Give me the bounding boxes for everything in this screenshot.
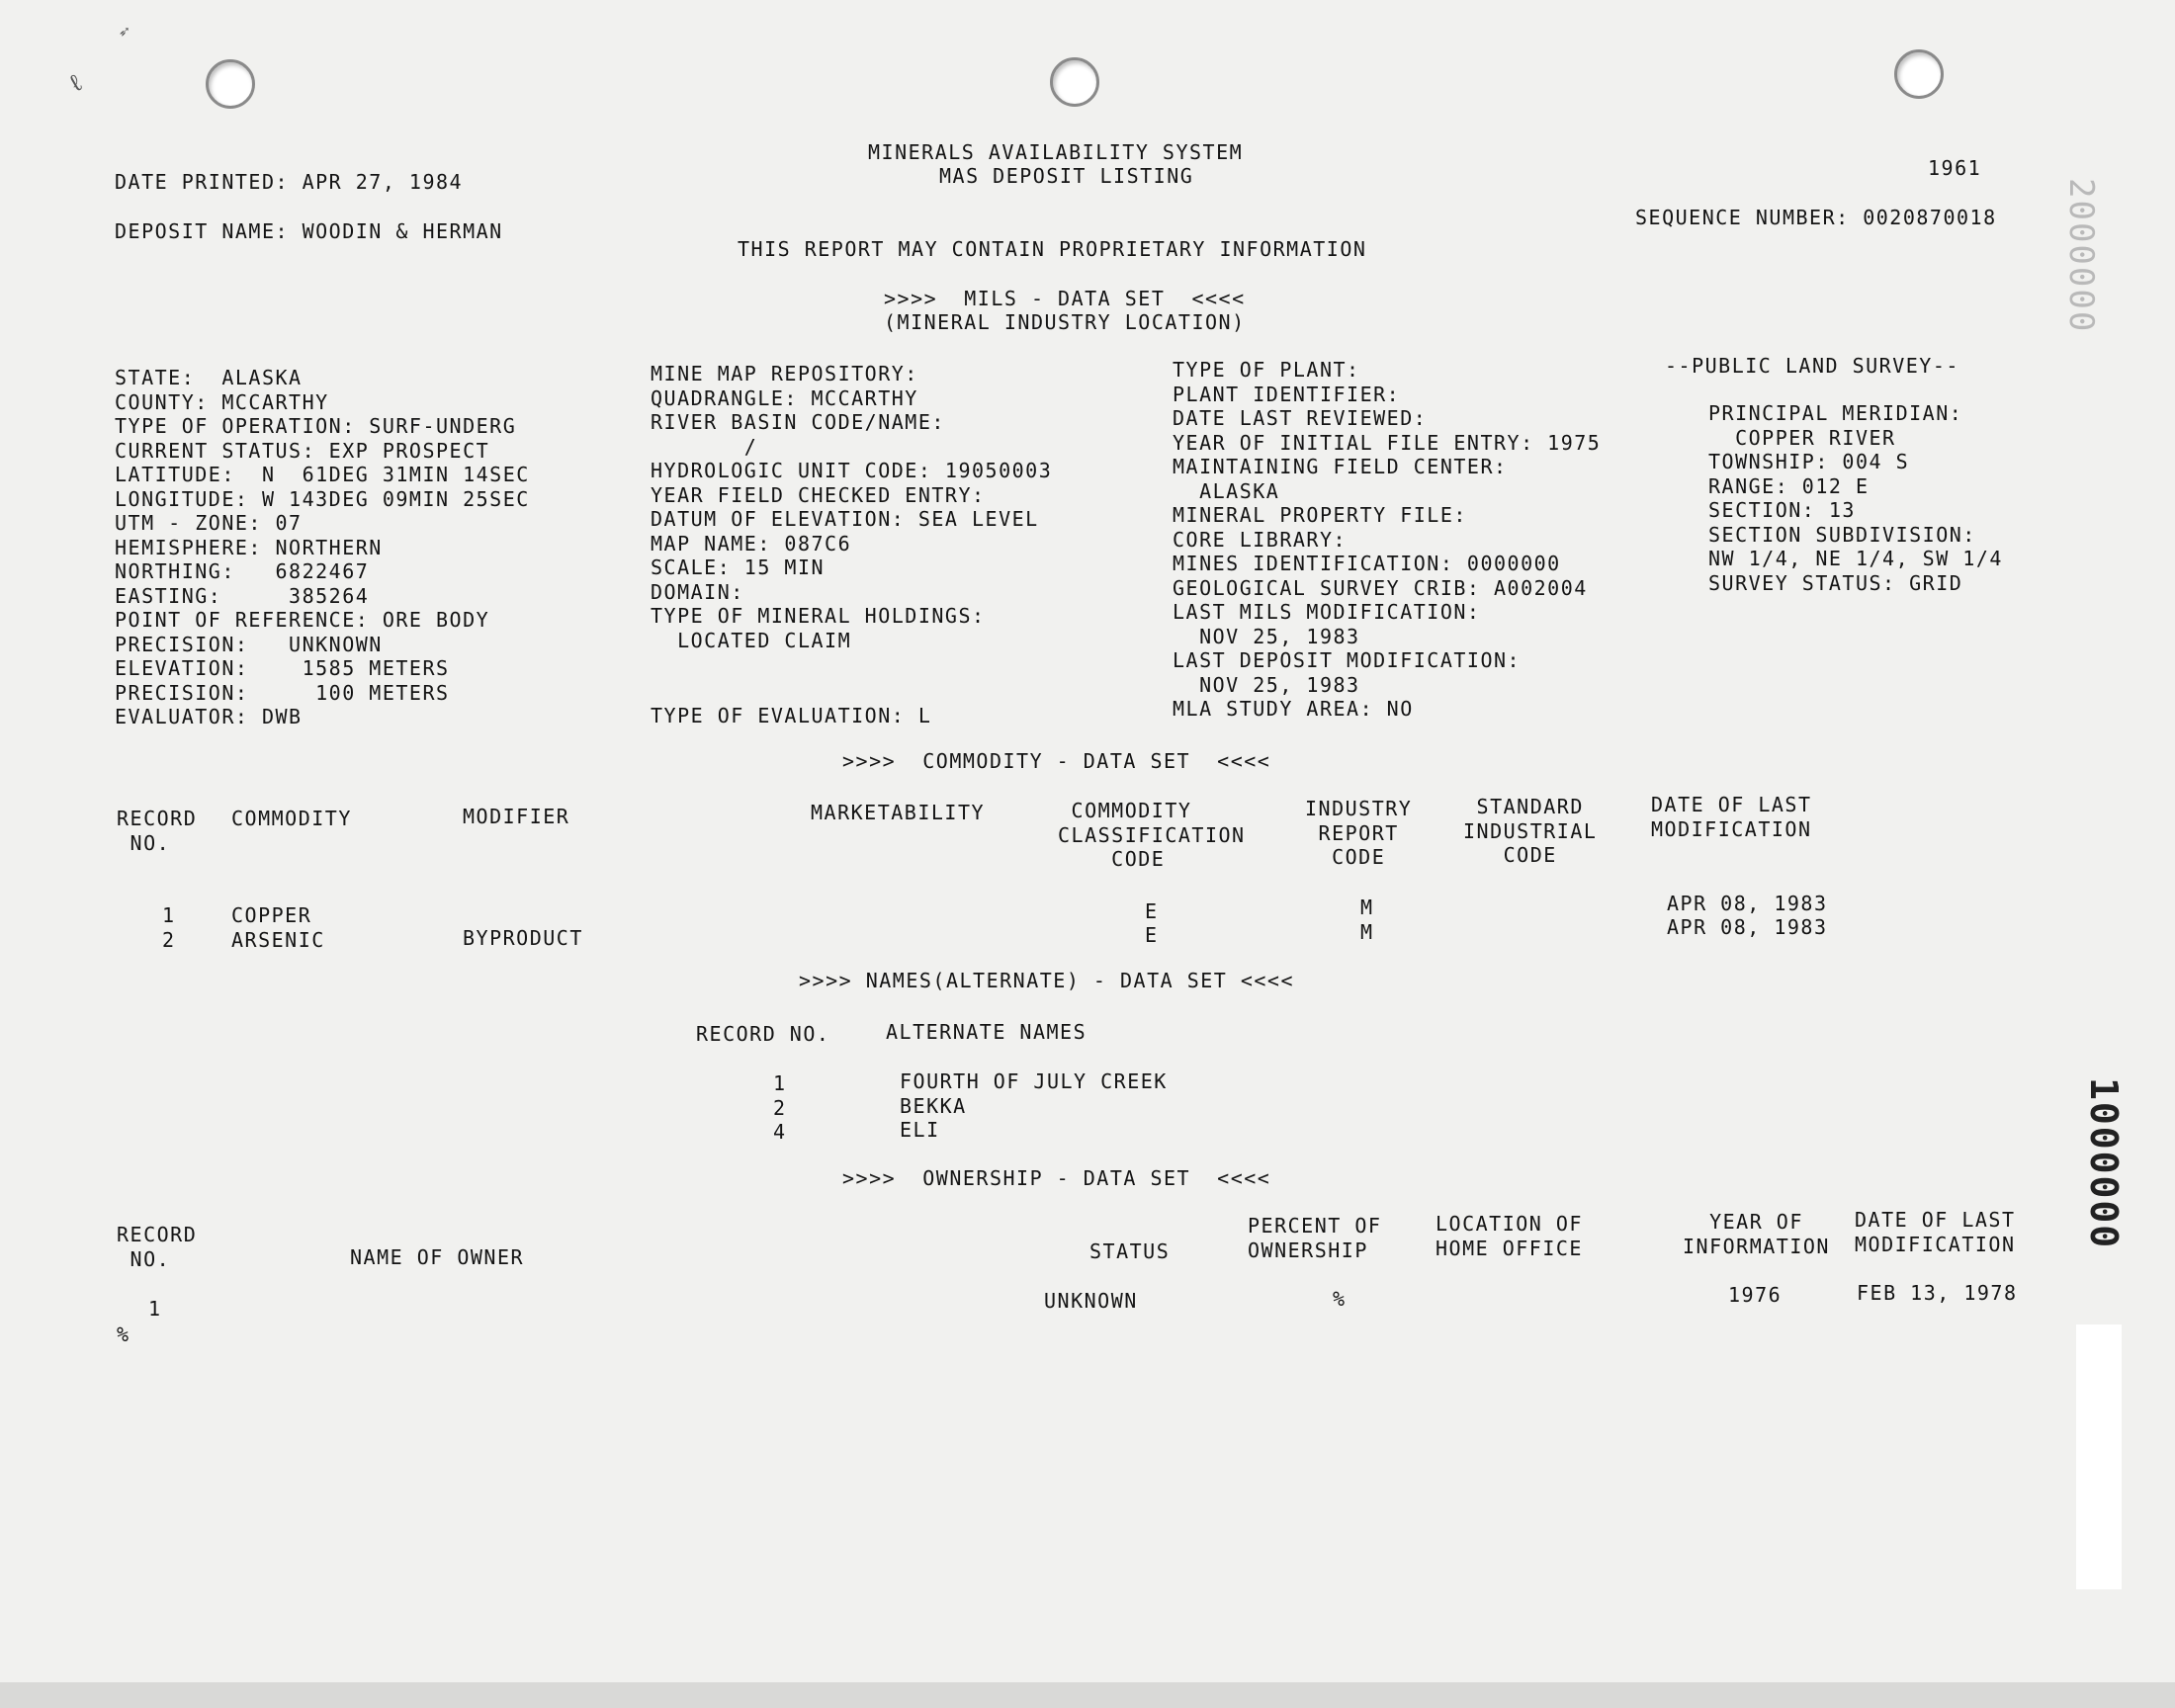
mils-field: QUADRANGLE: MCCARTHY (651, 385, 918, 410)
mils-field: NOV 25, 1983 (1173, 624, 1360, 648)
faint-stamp-number: 2000000 (2061, 178, 2101, 334)
punch-hole-center (1050, 57, 1099, 107)
commodity-header-industry: INDUSTRY REPORT CODE (1305, 797, 1413, 869)
ownership-date: FEB 13, 1978 (1857, 1281, 2018, 1305)
mils-field: MAINTAINING FIELD CENTER: (1173, 455, 1508, 478)
sequence-number: SEQUENCE NUMBER: 0020870018 (1635, 206, 1997, 229)
mils-field: EASTING: 385264 (115, 583, 370, 608)
mils-field: MINES IDENTIFICATION: 0000000 (1173, 552, 1561, 575)
mils-field: LAST DEPOSIT MODIFICATION: (1173, 648, 1522, 672)
ownership-trailing-percent: % (117, 1323, 130, 1346)
ownership-year: 1976 (1728, 1283, 1783, 1307)
mils-field: COUNTY: MCCARTHY (115, 389, 329, 414)
mils-field: CORE LIBRARY: (1173, 527, 1348, 552)
type-of-evaluation: TYPE OF EVALUATION: L (651, 704, 932, 727)
ownership-header-record: RECORD NO. (117, 1223, 198, 1271)
commodity-date: APR 08, 1983 (1667, 892, 1828, 915)
alternate-name: ELI (900, 1118, 940, 1142)
commodity-industry-code: M (1360, 896, 1374, 919)
commodity-industry-code: M (1360, 920, 1374, 944)
commodity-record-no: 1 (162, 903, 176, 927)
commodity-header-modifier: MODIFIER (463, 805, 570, 828)
microfilm-stamp-number: 1000000 (2082, 1077, 2126, 1250)
commodity-date: APR 08, 1983 (1667, 915, 1828, 939)
mils-field: ALASKA (1173, 478, 1280, 503)
mils-field: TYPE OF PLANT: (1173, 358, 1360, 382)
commodity-class-code: E (1145, 899, 1159, 923)
commodity-header-commodity: COMMODITY (231, 807, 352, 830)
mils-field: PLANT IDENTIFIER: (1173, 382, 1401, 406)
punch-hole-right (1894, 49, 1944, 99)
ownership-status: UNKNOWN (1044, 1289, 1138, 1313)
mils-section-subtitle: (MINERAL INDUSTRY LOCATION) (884, 310, 1246, 334)
mils-field: LONGITUDE: W 143DEG 09MIN 25SEC (115, 486, 530, 511)
tape-strip (2076, 1324, 2122, 1589)
ownership-header-location: LOCATION OF HOME OFFICE (1436, 1212, 1583, 1260)
commodity-modifier: BYPRODUCT (463, 926, 583, 950)
mils-field: COPPER RIVER (1708, 425, 1896, 450)
mils-field: MLA STUDY AREA: NO (1173, 697, 1414, 721)
names-record-no: 4 (773, 1120, 787, 1144)
mils-field: NORTHING: 6822467 (115, 559, 370, 583)
mils-field: DATE LAST REVIEWED: (1173, 406, 1428, 430)
names-header-record: RECORD NO. (696, 1022, 830, 1046)
names-header-alternate: ALTERNATE NAMES (886, 1020, 1088, 1044)
mils-field: SECTION: 13 (1708, 498, 1856, 522)
commodity-header-date: DATE OF LAST MODIFICATION (1651, 793, 1812, 841)
mils-field: TYPE OF MINERAL HOLDINGS: (651, 604, 986, 628)
mils-field: ELEVATION: 1585 METERS (115, 656, 450, 680)
mils-field: CURRENT STATUS: EXP PROSPECT (115, 438, 490, 463)
mils-field: UTM - ZONE: 07 (115, 511, 303, 535)
commodity-header-sic: STANDARD INDUSTRIAL CODE (1463, 795, 1598, 867)
ownership-header-date: DATE OF LAST MODIFICATION (1855, 1208, 2016, 1256)
ownership-header-percent: PERCENT OF OWNERSHIP (1248, 1214, 1382, 1262)
commodity-section-title: >>>> COMMODITY - DATA SET <<<< (842, 749, 1271, 773)
mils-field: HEMISPHERE: NORTHERN (115, 535, 383, 559)
mils-field: NOV 25, 1983 (1173, 672, 1360, 697)
mils-field: SURVEY STATUS: GRID (1708, 570, 1963, 595)
mils-field: MAP NAME: 087C6 (651, 531, 852, 555)
mils-field: PRINCIPAL MERIDIAN: (1708, 401, 1963, 425)
mils-field: RIVER BASIN CODE/NAME: (651, 410, 945, 434)
mils-field: SCALE: 15 MIN (651, 555, 826, 579)
commodity-header-record: RECORD NO. (117, 807, 198, 855)
names-record-no: 2 (773, 1096, 787, 1120)
proprietary-notice: THIS REPORT MAY CONTAIN PROPRIETARY INFORMATION (738, 237, 1367, 261)
ownership-header-name: NAME OF OWNER (350, 1245, 525, 1269)
names-section-title: >>>> NAMES(ALTERNATE) - DATA SET <<<< (799, 969, 1295, 992)
mils-field: LOCATED CLAIM (651, 628, 852, 652)
mils-field: STATE: ALASKA (115, 366, 303, 389)
ownership-record-no: 1 (148, 1297, 162, 1321)
mils-field: GEOLOGICAL SURVEY CRIB: A002004 (1173, 575, 1588, 600)
commodity-name: ARSENIC (231, 928, 325, 952)
alternate-name: FOURTH OF JULY CREEK (900, 1069, 1168, 1093)
mils-field: HYDROLOGIC UNIT CODE: 19050003 (651, 459, 1053, 482)
scanner-edge (0, 1682, 2175, 1708)
commodity-header-marketability: MARKETABILITY (811, 801, 986, 824)
mils-field: EVALUATOR: DWB (115, 705, 303, 728)
mils-field: DATUM OF ELEVATION: SEA LEVEL (651, 507, 1039, 531)
ownership-header-status: STATUS (1089, 1239, 1171, 1263)
mils-field: YEAR OF INITIAL FILE ENTRY: 1975 (1173, 430, 1602, 455)
commodity-record-no: 2 (162, 928, 176, 952)
mils-field: TOWNSHIP: 004 S (1708, 450, 1910, 473)
mils-field: MINE MAP REPOSITORY: (651, 362, 918, 385)
deposit-name: DEPOSIT NAME: WOODIN & HERMAN (115, 219, 503, 243)
mils-field: PRECISION: UNKNOWN (115, 632, 383, 656)
system-title: MINERALS AVAILABILITY SYSTEM (868, 140, 1244, 164)
mils-field: SECTION SUBDIVISION: (1708, 522, 1976, 547)
mils-field: / (651, 434, 758, 459)
public-land-survey-title: --PUBLIC LAND SURVEY-- (1665, 354, 1959, 378)
mils-field: YEAR FIELD CHECKED ENTRY: (651, 482, 986, 507)
pencil-tick-icon: ➶ (119, 22, 130, 43)
punch-hole-left (206, 59, 255, 109)
mils-section-title: >>>> MILS - DATA SET <<<< (884, 287, 1246, 310)
commodity-header-classification: COMMODITY CLASSIFICATION CODE (1058, 799, 1246, 871)
alternate-name: BEKKA (900, 1094, 967, 1118)
mils-field: LATITUDE: N 61DEG 31MIN 14SEC (115, 463, 530, 486)
listing-title: MAS DEPOSIT LISTING (939, 164, 1194, 188)
page-number: 1961 (1928, 156, 1982, 180)
commodity-name: COPPER (231, 903, 312, 927)
commodity-class-code: E (1145, 923, 1159, 947)
mils-field: NW 1/4, NE 1/4, SW 1/4 (1708, 547, 2003, 570)
mils-field: MINERAL PROPERTY FILE: (1173, 503, 1467, 527)
ownership-section-title: >>>> OWNERSHIP - DATA SET <<<< (842, 1166, 1271, 1190)
mils-field: PRECISION: 100 METERS (115, 680, 450, 705)
mils-field: RANGE: 012 E (1708, 473, 1870, 498)
mils-field: POINT OF REFERENCE: ORE BODY (115, 608, 490, 632)
pencil-mark-icon: ℓ (62, 67, 89, 99)
mils-field: DOMAIN: (651, 579, 744, 604)
mils-field: TYPE OF OPERATION: SURF-UNDERG (115, 414, 517, 438)
ownership-percent: % (1333, 1287, 1347, 1311)
mils-field: LAST MILS MODIFICATION: (1173, 600, 1481, 624)
names-record-no: 1 (773, 1071, 787, 1095)
ownership-header-year: YEAR OF INFORMATION (1683, 1210, 1830, 1258)
date-printed: DATE PRINTED: APR 27, 1984 (115, 170, 464, 194)
